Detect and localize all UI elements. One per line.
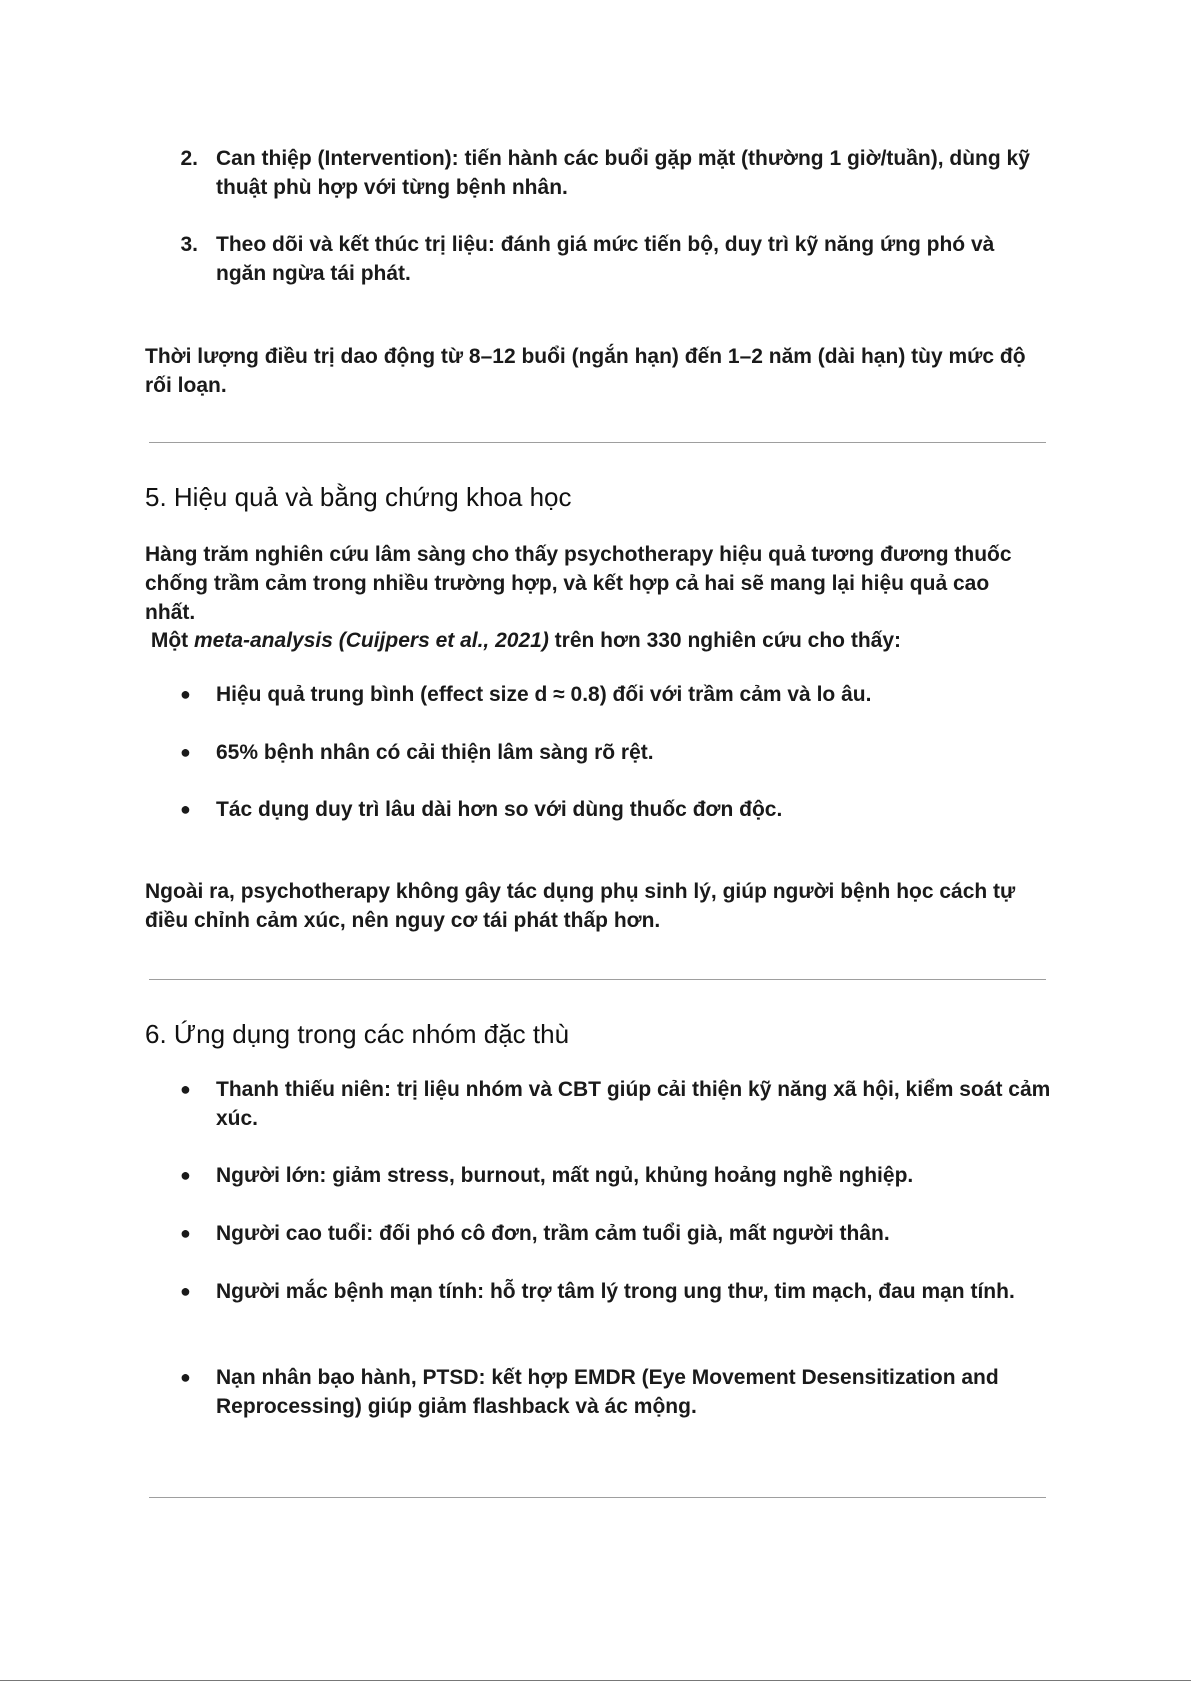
list-item-text: Theo dõi và kết thúc trị liệu: đánh giá mức tiến bộ, duy trì kỹ năng ứng phó và ngăn ngừa tái phát.: [216, 233, 995, 285]
list-item: [180, 1363, 1060, 1421]
section-5-closing: Ngoài ra, psychotherapy không gây tác dụng phụ sinh lý, giúp người bệnh học cách tự điều chỉnh cảm xúc, nên nguy cơ tái phát thấp hơn.: [145, 880, 1016, 932]
section-5-heading: 5. Hiệu quả và bằng chứng khoa học: [145, 482, 572, 512]
list-number: 3.: [180, 233, 198, 256]
list-item-text: Tác dụng duy trì lâu dài hơn so với dùng thuốc đơn độc.: [216, 798, 783, 821]
section-6-heading: 6. Ứng dụng trong các nhóm đặc thù: [145, 1019, 570, 1049]
list-item: [180, 1161, 1060, 1190]
bullet-icon: ●: [180, 742, 191, 762]
bullet-icon: ●: [180, 799, 191, 819]
divider: [149, 1497, 1046, 1498]
list-item: [180, 144, 1050, 202]
list-item-text: Thanh thiếu niên: trị liệu nhóm và CBT giúp cải thiện kỹ năng xã hội, kiểm soát cảm xúc.: [216, 1078, 1051, 1130]
meta-citation: meta-analysis (Cuijpers et al., 2021): [193, 629, 549, 652]
divider: [149, 442, 1046, 443]
meta-prefix: Một: [145, 629, 194, 652]
list-item-text: Người lớn: giảm stress, burnout, mất ngủ, khủng hoảng nghề nghiệp.: [216, 1164, 914, 1187]
meta-suffix: trên hơn 330 nghiên cứu cho thấy:: [548, 629, 901, 652]
list-item: [180, 1219, 1060, 1248]
list-item: [180, 1075, 1060, 1133]
bullet-icon: ●: [180, 1223, 191, 1243]
divider: [149, 979, 1046, 980]
list-item-text: Người cao tuổi: đối phó cô đơn, trầm cảm tuổi già, mất người thân.: [216, 1222, 890, 1245]
list-item: [180, 738, 1060, 767]
page-bottom-edge: [0, 1680, 1191, 1681]
section-5-paragraph: Hàng trăm nghiên cứu lâm sàng cho thấy psychotherapy hiệu quả tương đương thuốc chống trầm cảm trong nhiều trường hợp, và kết hợp cả hai sẽ mang lại hiệu quả cao nhất.: [145, 543, 1012, 624]
list-number: 2.: [180, 147, 198, 170]
bullet-icon: ●: [180, 1367, 191, 1387]
bullet-icon: ●: [180, 1079, 191, 1099]
meta-analysis-line: [145, 626, 1055, 655]
bullet-icon: ●: [180, 684, 191, 704]
list-item: [180, 230, 1050, 288]
list-item-text: Can thiệp (Intervention): tiến hành các buổi gặp mặt (thường 1 giờ/tuần), dùng kỹ thuật phù hợp với từng bệnh nhân.: [216, 147, 1030, 199]
list-item-text: 65% bệnh nhân có cải thiện lâm sàng rõ rệt.: [216, 741, 654, 764]
list-item: [180, 795, 1060, 824]
bullet-icon: ●: [180, 1165, 191, 1185]
duration-paragraph: Thời lượng điều trị dao động từ 8–12 buổi (ngắn hạn) đến 1–2 năm (dài hạn) tùy mức độ rối loạn.: [145, 345, 1026, 397]
list-item: [180, 680, 1060, 709]
bullet-icon: ●: [180, 1281, 191, 1301]
list-item-text: Hiệu quả trung bình (effect size d ≈ 0.8) đối với trầm cảm và lo âu.: [216, 683, 872, 706]
list-item: [180, 1277, 1060, 1306]
list-item-text: Nạn nhân bạo hành, PTSD: kết hợp EMDR (Eye Movement Desensitization and Reprocessing) giúp giảm flashback và ác mộng.: [216, 1366, 999, 1418]
list-item-text: Người mắc bệnh mạn tính: hỗ trợ tâm lý trong ung thư, tim mạch, đau mạn tính.: [216, 1280, 1015, 1303]
